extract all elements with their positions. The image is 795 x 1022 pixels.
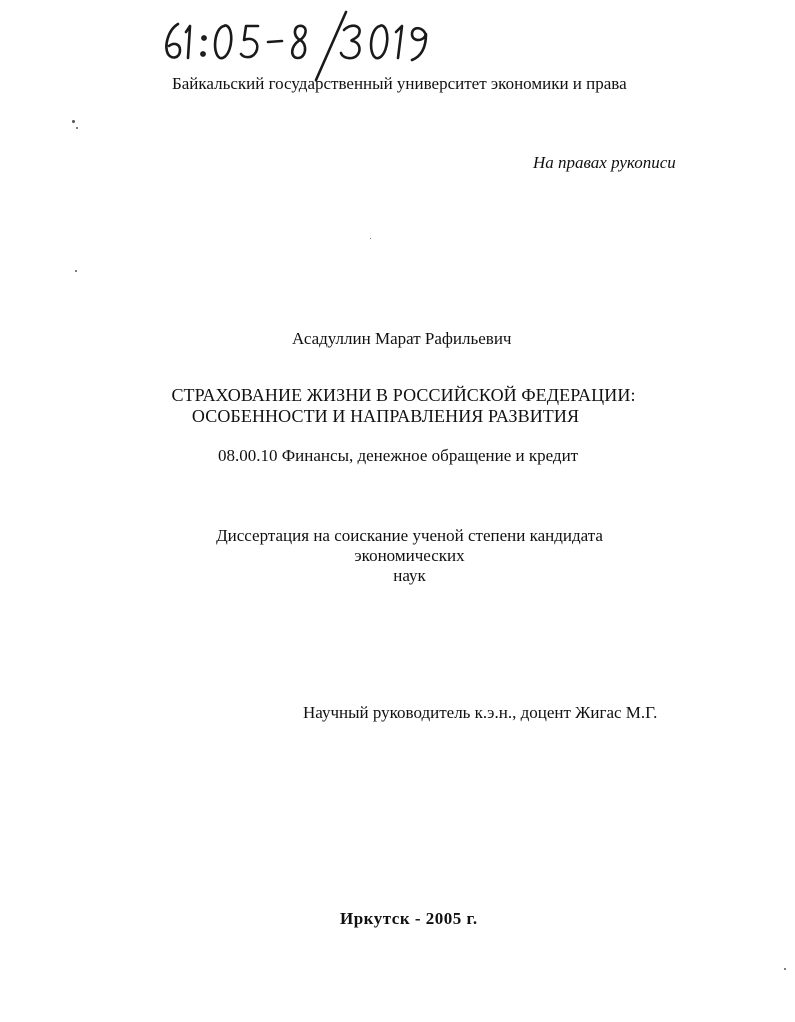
degree-statement-line-2: экономических — [354, 546, 465, 565]
scan-speck — [784, 968, 786, 970]
manuscript-rights-note: На правах рукописи — [533, 153, 676, 172]
scan-speck — [72, 120, 75, 123]
degree-statement-line-3: наук — [393, 566, 426, 585]
scan-speck — [76, 127, 78, 129]
degree-statement-line-1: Диссертация на соискание ученой степени кандидата — [216, 526, 603, 545]
author-name: Асадуллин Марат Рафильевич — [292, 329, 512, 348]
scientific-supervisor: Научный руководитель к.э.н., доцент Жигас М.Г. — [303, 703, 658, 722]
thesis-title-line-1: СТРАХОВАНИЕ ЖИЗНИ В РОССИЙСКОЙ ФЕДЕРАЦИИ: — [171, 385, 636, 405]
city-and-year: Иркутск - 2005 г. — [340, 909, 478, 928]
university-name: Байкальский государственный университет экономики и права — [172, 74, 627, 93]
thesis-title-line-2: ОСОБЕННОСТИ И НАПРАВЛЕНИЯ РАЗВИТИЯ — [191, 406, 580, 426]
scan-speck — [370, 238, 371, 239]
specialty-code: 08.00.10 Финансы, денежное обращение и кредит — [218, 446, 579, 465]
scan-speck — [75, 270, 77, 272]
